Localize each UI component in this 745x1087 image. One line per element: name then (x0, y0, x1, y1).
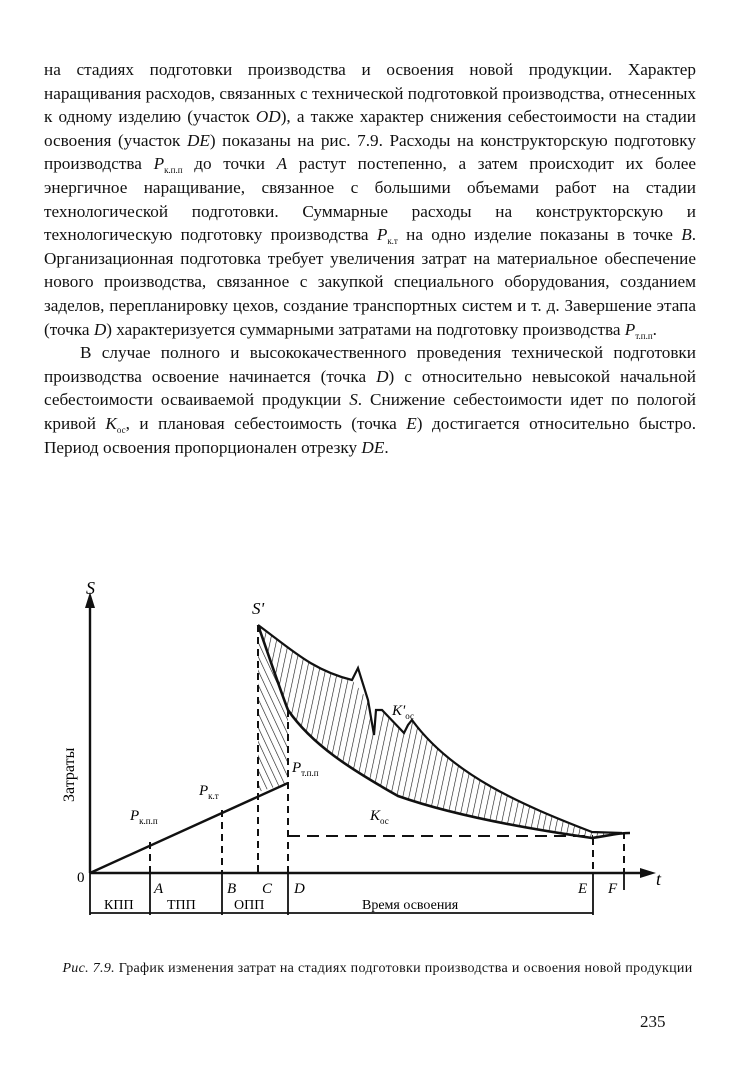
stage-kpp: КПП (104, 898, 134, 913)
label-pkpp: $P_{к.п.п}$ (130, 808, 158, 826)
figure-caption: Рис. 7.9. График изменения затрат на стадиях подготовки производства и освоения новой продукции (62, 961, 693, 976)
label-ptpp: $P_{т.п.п}$ (292, 760, 319, 778)
point-b-label: B (227, 881, 237, 897)
stage-opp: ОПП (234, 898, 265, 913)
point-c-label: C (262, 881, 273, 897)
y-axis-title: Затраты (61, 747, 78, 802)
body-text (44, 58, 696, 459)
page-number: 235 (640, 1012, 666, 1031)
x-axis-arrow (640, 868, 656, 878)
x-axis-symbol: t (656, 869, 662, 889)
y-axis-symbol: S (86, 578, 95, 598)
label-pkt: $P_{к.т}$ (199, 783, 219, 801)
point-d-label: D (294, 881, 305, 897)
stage-tpp: ТПП (167, 898, 196, 913)
paragraph-1: на стадиях подготовки производства и освоения новой продукции. Характер наращивания расходов, связанных с технической подготовкой производства, отнесенных к одному изделию (участок OD), а также характер снижения себестоимости на стадии освоения (участок DE) показаны на рис. 7.9. Расходы на конструкторскую подготовку производства $P_{к.п.п}$ до точки A растут постепенно, а затем происходит их более энергичное наращивание, связанное с большими объемами работ на стадии технологической подготовки. Суммарные расходы на конструкторскую и технологическую подготовку производства $P_{к.т}$ на одно изделие показаны в точке B. Организационная подготовка требует увеличения затрат на материальное обеспечение нового производства, связанное с закупкой специального оборудования, созданием заделов, перепланировку цехов, создание транспортных систем и т. д. Завершение этапа (точка D) характеризуется суммарными затратами на подготовку производства $P_{т.п.п}$. (44, 60, 696, 341)
peak-label: S' (252, 599, 265, 618)
point-f-label: F (608, 881, 618, 897)
hatch-region-kos (258, 625, 622, 838)
paragraph-2: В случае полного и высококачественного проведения технической подготовки производства освоение начинается (точка D) с относительно невысокой начальной себестоимости осваиваемой продукции S. Снижение себестоимости идет по пологой кривой $K_{ос}$, и плановая себестоимость (точка E) достигается относительно быстро. Период освоения пропорционален отрезку DE. (44, 343, 696, 457)
point-e-label: E (578, 881, 588, 897)
curve-k-label: $K_{ос}$ (370, 808, 389, 826)
stage-mastery: Время освоения (362, 898, 459, 913)
curve-k-prime-label: $K'_{ос}$ (392, 703, 414, 721)
point-a-label: A (154, 881, 164, 897)
origin-label: 0 (77, 870, 85, 886)
cost-diagram (52, 570, 692, 940)
